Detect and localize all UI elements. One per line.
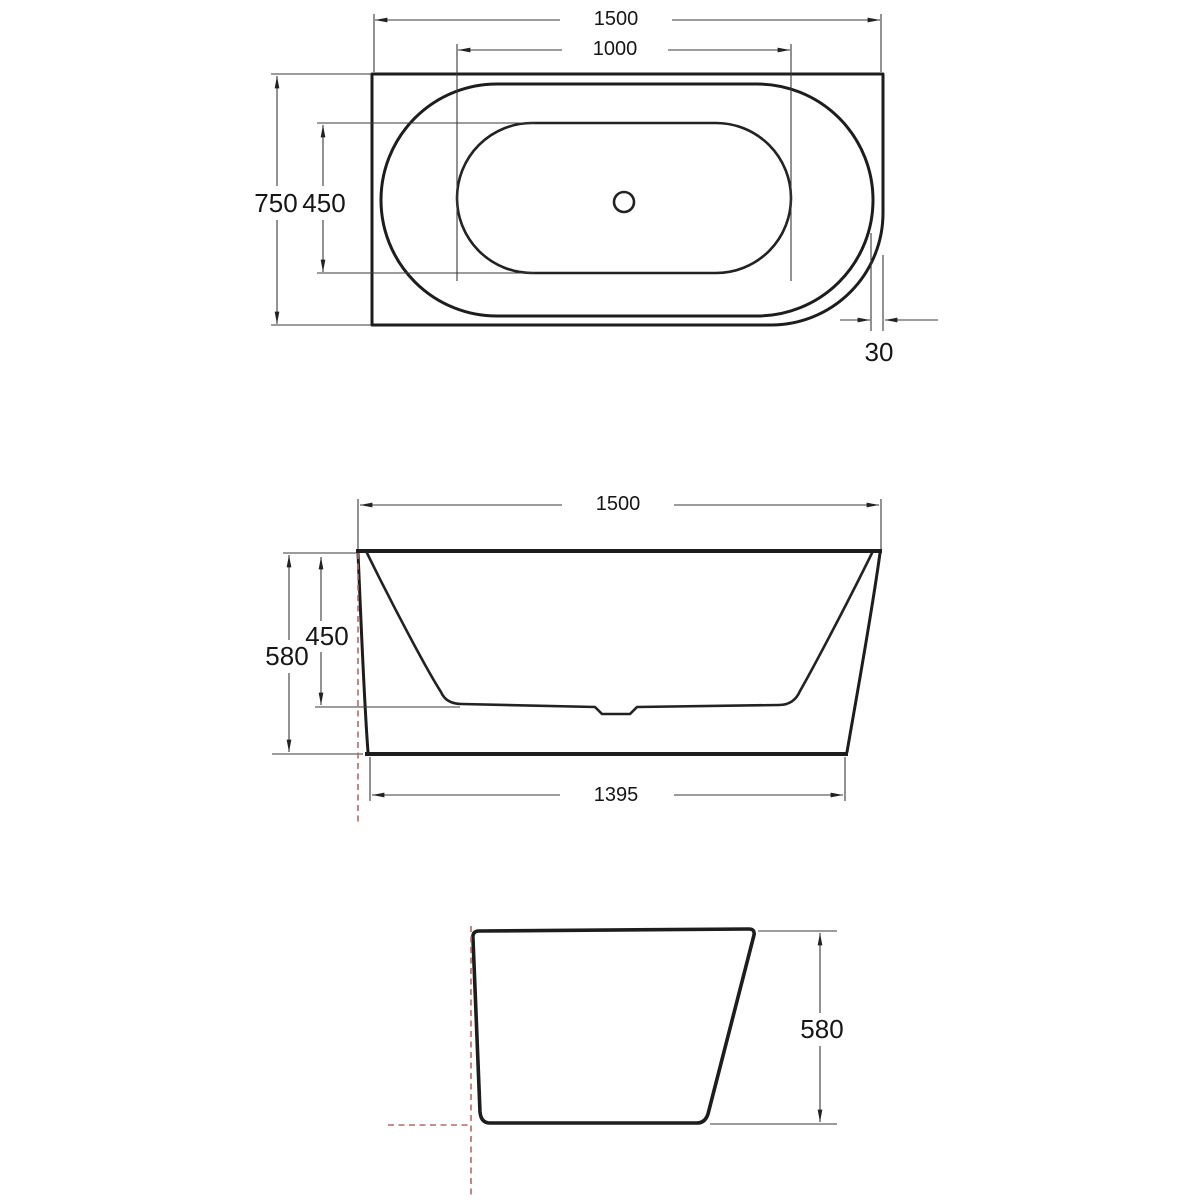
- dim-top-basin-width: [302, 123, 535, 273]
- tub-rim-outline: [381, 84, 873, 316]
- dim-label-front-450: 450: [305, 621, 349, 651]
- dim-top-rim-gap: [840, 233, 938, 367]
- front-outer-left-wall: [358, 553, 368, 752]
- dim-front-overall-length: [358, 493, 881, 549]
- dim-label-front-580: 580: [265, 641, 309, 671]
- dim-front-overall-height: [265, 553, 363, 754]
- dim-label-front-1395: 1395: [593, 784, 639, 806]
- dim-label-top-30: 30: [864, 337, 894, 367]
- drain-circle: [614, 192, 634, 212]
- dim-front-base-length: [370, 757, 845, 806]
- top-view: [254, 8, 938, 367]
- dim-label-side-580: 580: [800, 1014, 844, 1044]
- dim-label-top-1500: 1500: [593, 8, 639, 30]
- dim-label-top-450: 450: [302, 188, 346, 218]
- front-basin-profile: [367, 553, 872, 714]
- tub-footprint-outline: [372, 74, 883, 325]
- front-view: [265, 493, 882, 822]
- side-view: [388, 926, 844, 1196]
- basin-outline: [457, 123, 791, 273]
- side-outline: [473, 929, 754, 1123]
- front-outer-right-wall: [847, 553, 880, 752]
- dim-label-top-1000: 1000: [592, 38, 638, 60]
- dim-label-top-750: 750: [254, 188, 298, 218]
- dim-label-front-1500: 1500: [595, 493, 641, 515]
